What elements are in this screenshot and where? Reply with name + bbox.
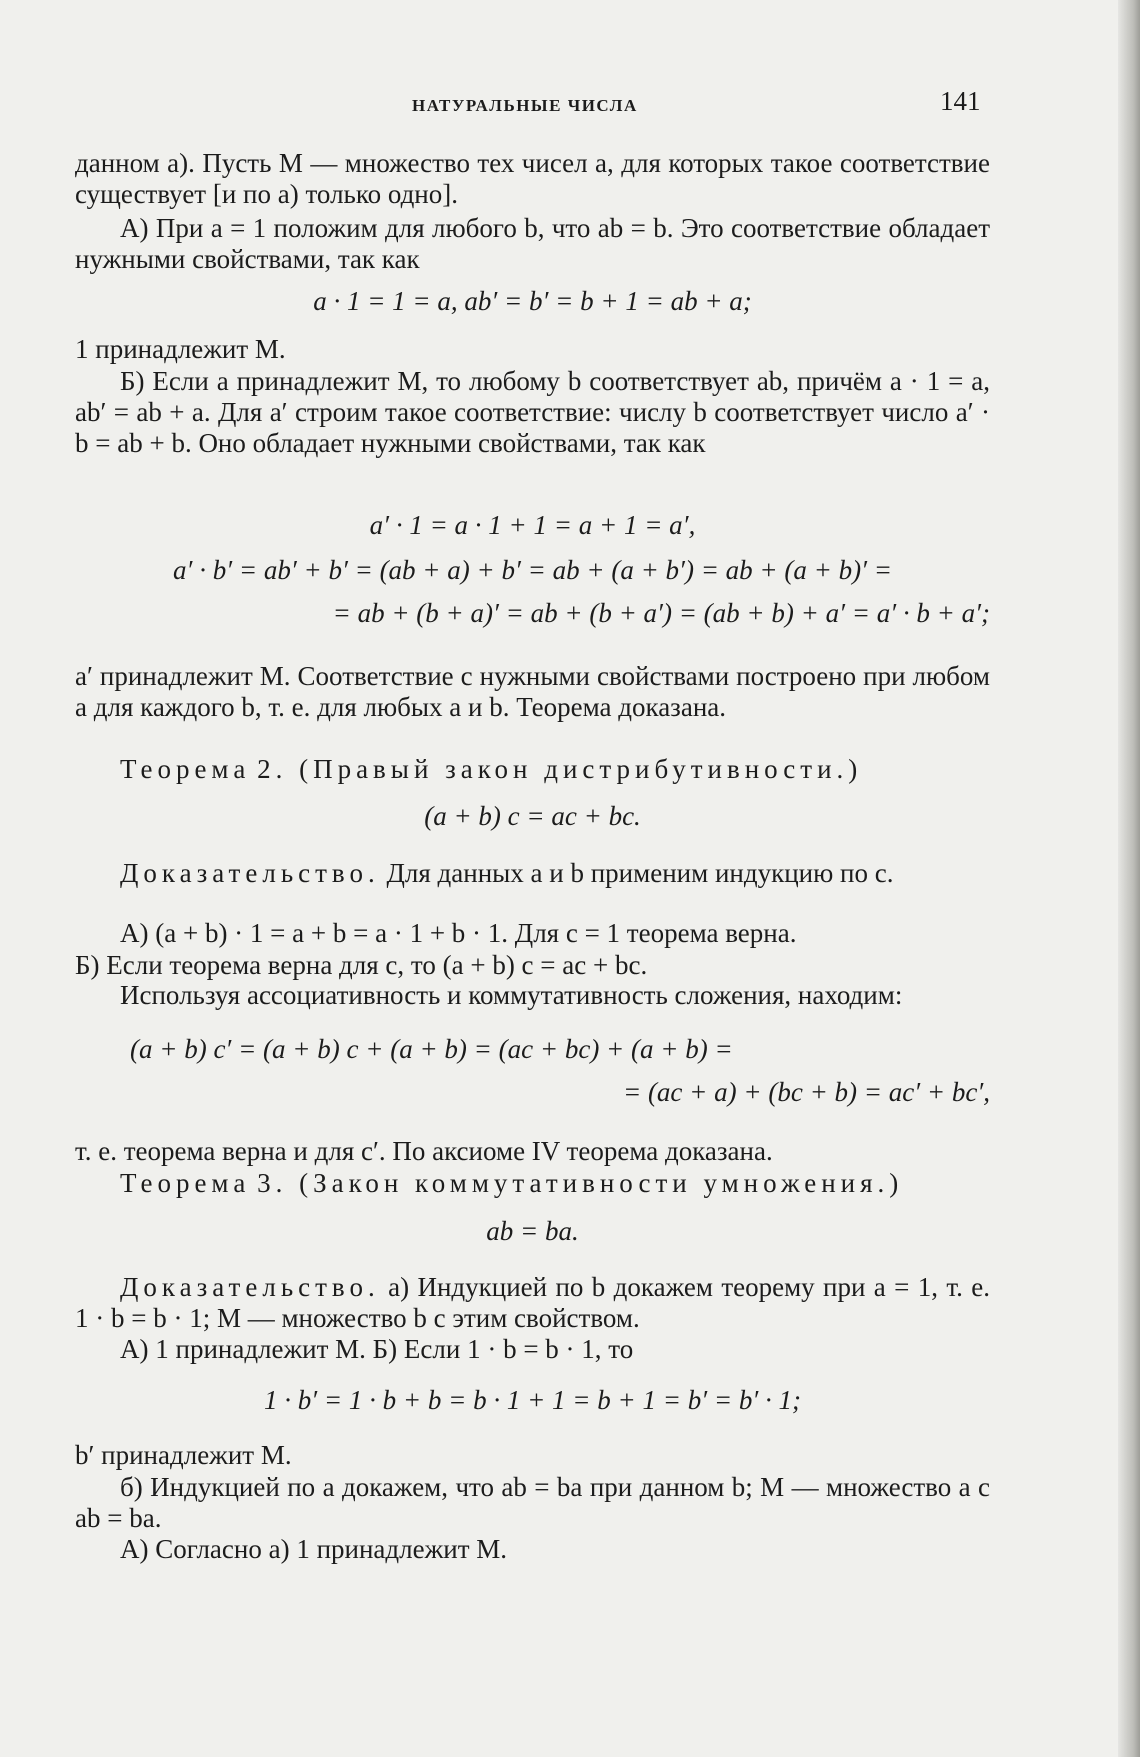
- proof-1-case-a: A) (a + b) · 1 = a + b = a · 1 + b · 1. Для c = 1 теорема верна.: [120, 918, 797, 948]
- proof-2-part-b-case-a: A) Согласно a) 1 принадлежит M.: [120, 1534, 508, 1564]
- belongs-text-2: b′ принадлежит M.: [75, 1440, 292, 1470]
- proof-1-text: Для данных a и b применим индукцию по c.: [386, 858, 894, 888]
- equation-4a-block: [75, 1034, 990, 1065]
- theorem-3-title: 3. (Закон коммутативности умножения.): [257, 1168, 904, 1198]
- paragraph-5: [75, 661, 990, 723]
- book-spine-shadow: [1118, 0, 1140, 1757]
- proof-1-using: Используя ассоциативность и коммутативность сложения, находим:: [120, 980, 903, 1010]
- case-b-text: Б) Если a принадлежит M, то любому b соответствует ab, причём a · 1 = a, ab′ = ab + a. Для a′ строим такое соответствие: числу b соответствует число a′ · b = ab + b. Оно обладает нужными свойствами, так как: [75, 366, 990, 458]
- equation-2b: a′ · b′ = ab′ + b′ = (ab + a) + b′ = ab + (a + b′) = ab + (a + b)′ =: [173, 555, 892, 585]
- equation-2-block: [75, 510, 990, 541]
- paragraph-14: [75, 1472, 990, 1534]
- equation-6-block: [75, 1385, 990, 1416]
- equation-4b: = (ac + a) + (bc + b) = ac′ + bc′,: [622, 1077, 990, 1107]
- paragraph-8: [75, 950, 990, 981]
- paragraph-6: [75, 858, 990, 889]
- theorem-2-word: Теорема: [120, 754, 251, 784]
- theorem-3-heading: [75, 1168, 990, 1199]
- equation-2b-block: [75, 555, 990, 586]
- paragraph-13: [75, 1440, 990, 1471]
- equation-4a: (a + b) c′ = (a + b) c + (a + b) = (ac + bc) + (a + b) =: [130, 1034, 733, 1064]
- paragraph-7: [75, 918, 990, 949]
- equation-6: 1 · b′ = 1 · b + b = b · 1 + 1 = b + 1 = b′ = b′ · 1;: [264, 1385, 801, 1415]
- proof-label-2: Доказательство.: [120, 1272, 380, 1302]
- paragraph-3: [75, 334, 990, 365]
- proof-2-case-a: A) 1 принадлежит M. Б) Если 1 · b = b · 1, то: [120, 1334, 634, 1364]
- paragraph-10: [75, 1136, 990, 1167]
- theorem-2-title: 2. (Правый закон дистрибутивности.): [257, 754, 863, 784]
- running-title: НАТУРАЛЬНЫЕ ЧИСЛА: [412, 96, 638, 115]
- proof-1-conclusion: т. е. теорема верна и для c′. По аксиоме IV теорема доказана.: [75, 1136, 773, 1166]
- theorem-3-word: Теорема: [120, 1168, 251, 1198]
- equation-2c-block: [75, 598, 990, 629]
- proof-label-1: Доказательство.: [120, 858, 380, 888]
- paragraph-9: [75, 980, 990, 1011]
- conclusion-text: a′ принадлежит M. Соответствие с нужными свойствами построено при любом a для каждого b, т. е. для любых a и b. Теорема доказана.: [75, 661, 990, 722]
- equation-2a: a′ · 1 = a · 1 + 1 = a + 1 = a′,: [369, 510, 696, 540]
- equation-5-block: [75, 1216, 990, 1247]
- proof-1-case-b: Б) Если теорема верна для c, то (a + b) c = ac + bc.: [75, 950, 648, 980]
- equation-4b-block: [75, 1077, 990, 1108]
- text-continued: данном a). Пусть M — множество тех чисел a, для которых такое соответствие существует [и по a) только одно].: [75, 148, 990, 209]
- paragraph-1: [75, 148, 990, 210]
- proof-2-part-b: б) Индукцией по a докажем, что ab = ba при данном b; M — множество a с ab = ba.: [75, 1472, 990, 1533]
- equation-1-block: [75, 286, 990, 317]
- paragraph-11: [75, 1272, 990, 1334]
- paragraph-4: [75, 366, 990, 459]
- belongs-text: 1 принадлежит M.: [75, 334, 286, 364]
- equation-3: (a + b) c = ac + bc.: [424, 801, 641, 831]
- page-number: 141: [940, 86, 981, 116]
- equation-5: ab = ba.: [486, 1216, 579, 1246]
- paragraph-12: [75, 1334, 990, 1365]
- proof-2-text: a) Индукцией по b докажем теорему при a = 1, т. е. 1 · b = b · 1; M — множество b с этим свойством.: [75, 1272, 990, 1333]
- paragraph-2: [75, 213, 990, 275]
- case-a-text: A) При a = 1 положим для любого b, что ab = b. Это соответствие обладает нужными свойствами, так как: [75, 213, 990, 274]
- equation-2c: = ab + (b + a)′ = ab + (b + a′) = (ab + b) + a′ = a′ · b + a′;: [332, 598, 990, 628]
- paragraph-15: [75, 1534, 990, 1565]
- theorem-2-heading: [75, 754, 990, 785]
- equation-1: a · 1 = 1 = a, ab′ = b′ = b + 1 = ab + a;: [313, 286, 752, 316]
- equation-3-block: [75, 801, 990, 832]
